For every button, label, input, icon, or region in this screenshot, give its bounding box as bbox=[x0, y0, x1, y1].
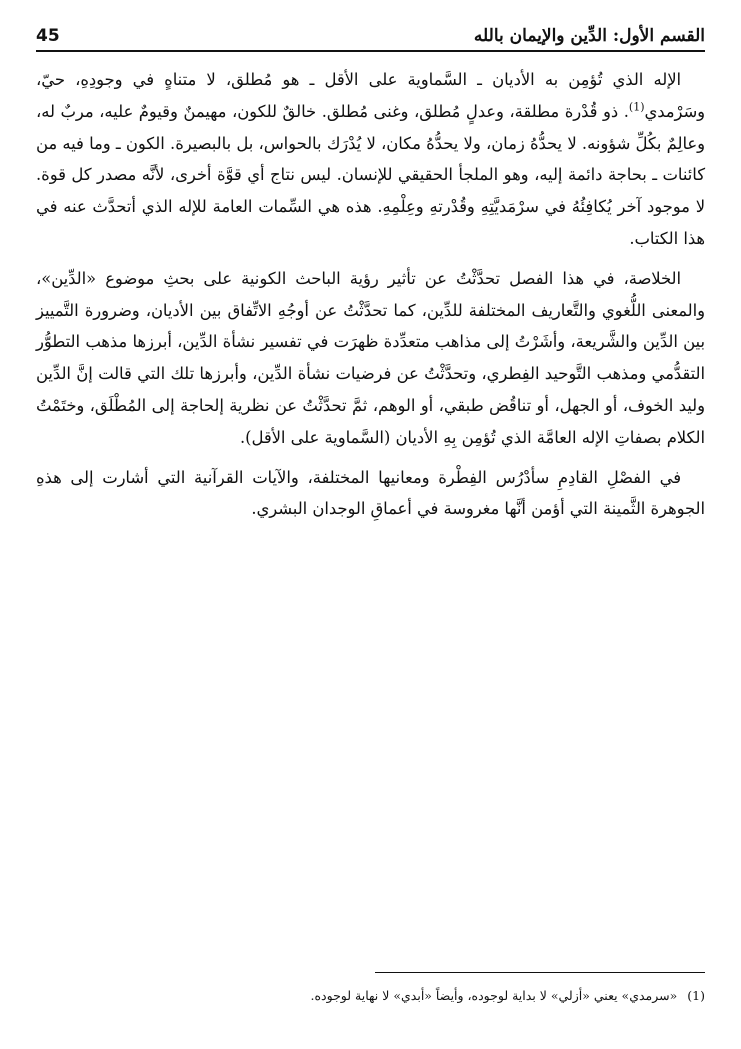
footnote bbox=[36, 986, 705, 1006]
paragraph-text: . ذو قُدْرة مطلقة، وعدلٍ مُطلق، وغنى مُطلق. خالقٌ للكون، مهيمنٌ وقيومٌ عليه، مربٌ له، وعالِمٌ بكُلِّ شؤونه. لا يحدُّهُ زمان، ولا يحدُّهُ مكان، لا يُدْرَك بالحواس، بل بالبصيرة. الكون ـ وما فيه من كائنات ـ بحاجة دائمة إليه، وهو الملجأ الحقيقي للإنسان. ليس نتاج أي قوَّة أخرى، لأنَّه مصدر كل قوة. لا موجود آخر يُكافِئُهُ في سرْمَديَّتِهِ وقُدْرتهِ وعِلْمِهِ. هذه هي السِّمات العامة للإله الذي أتحدَّث عنه في هذا الكتاب. bbox=[36, 101, 705, 248]
paragraph-god-attributes bbox=[36, 64, 705, 255]
page-number: 45 bbox=[36, 26, 60, 46]
body-text bbox=[36, 64, 705, 533]
footnote-text: «سرمدي» يعني «أزلي» لا بداية لوجوده، وأيضاً «أبدي» لا نهاية لوجوده. bbox=[310, 988, 678, 1003]
paragraph-text: الإله الذي تُؤمِن به الأديان ـ السَّماوية على الأقل ـ هو مُطلق، لا متناهٍ في وجودِهِ، حيّ، وسَرْمدي bbox=[36, 70, 705, 121]
paragraph-summary: الخلاصة، في هذا الفصل تحدَّثْتُ عن تأثير رؤية الباحث الكونية على بحثِ موضوع «الدِّين»، والمعنى اللُّغوي والتَّعاريف المختلفة للدِّين، كما تحدَّثْتُ عن أوجُهِ الاتِّفاق بين الأديان، وضرورة التَّمييز بين الدِّين والشَّريعة، وأشَرْتُ إلى مذاهب متعدِّدة ظهرَت في تفسير نشأة الدِّين، أبرزها مذهب التطوُّر التقدُّمي ومذهب التَّوحيد الفِطري، وتحدَّثْتُ عن فرضيات نشأة الدِّين، وأبرزها تلك التي قالت إنَّ الدِّين وليد الخوف، أو الجهل، أو تناقُض طبقي، أو الوهم، ثمَّ تحدَّثْتُ عن نظرية إلحاجة إلى المُطْلَق، وختَمْتُ الكلام بصفاتِ الإله العامَّة الذي تُؤمِن بِهِ الأديان (السَّماوية على الأقل). bbox=[36, 268, 705, 447]
paragraph-next-chapter: في الفصْلِ القادِمِ سأدْرُس الفِطْرة ومعانيها المختلفة، والآيات القرآنية التي أشارت إلى هذهِ الجوهرة الثَّمينة التي أؤمن أنَّها مغروسة في أعماقِ الوجدان البشري. bbox=[36, 467, 705, 519]
page-header bbox=[36, 18, 705, 52]
footnote-number: (1) bbox=[687, 988, 705, 1003]
running-title: القسم الأول: الدِّين والإيمان بالله bbox=[473, 26, 705, 46]
footnote-divider bbox=[375, 972, 705, 973]
footnote-reference: (1) bbox=[628, 100, 645, 114]
